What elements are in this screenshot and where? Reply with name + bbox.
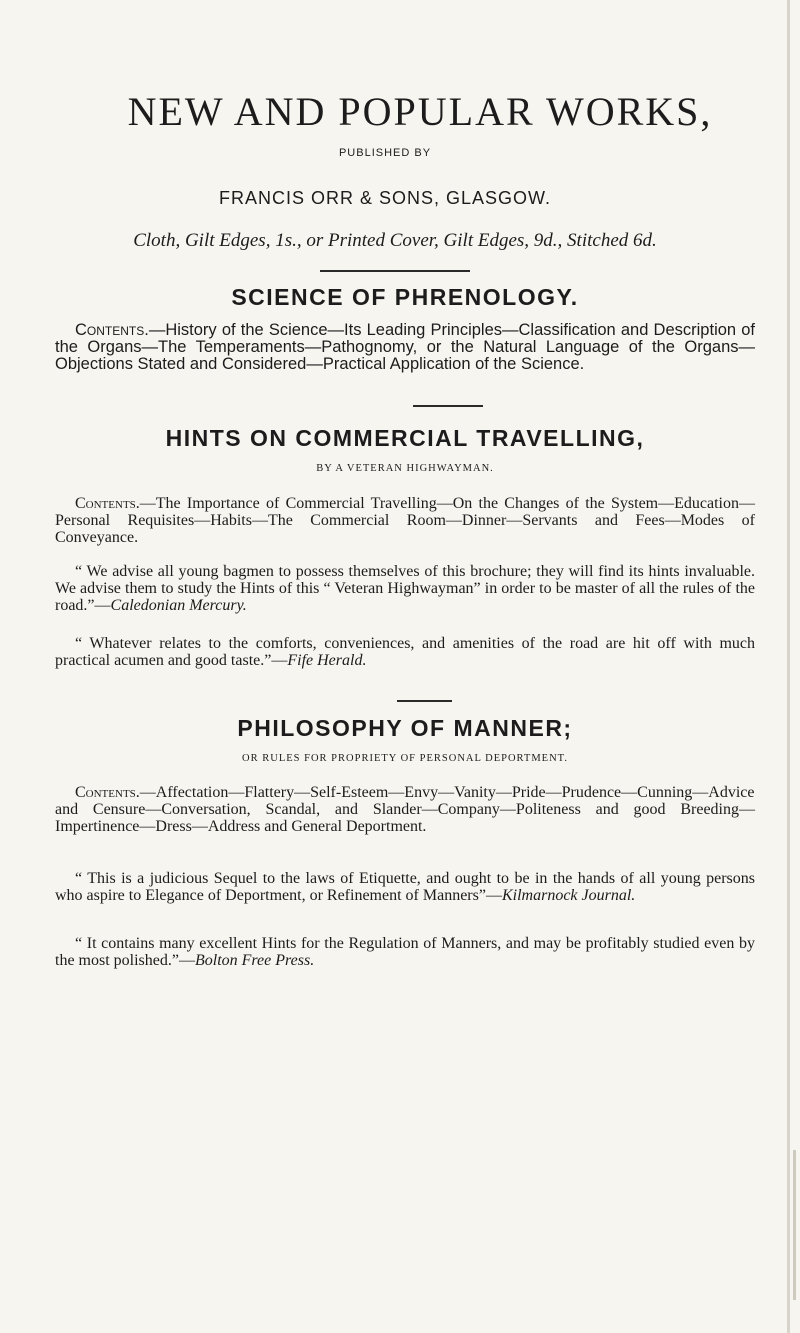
page-title: NEW AND POPULAR WORKS, — [127, 89, 713, 134]
section-contents-philosophy-of-manner — [55, 784, 755, 835]
page-edge-shadow — [793, 1150, 796, 1300]
divider — [397, 700, 452, 702]
review-quote — [55, 935, 755, 969]
review-quote — [55, 870, 755, 904]
divider — [413, 405, 483, 407]
section-subtitle-commercial-travelling: BY A VETERAN HIGHWAYMAN. — [316, 463, 494, 474]
review-quote — [55, 563, 755, 614]
section-title-phrenology: SCIENCE OF PHRENOLOGY. — [231, 284, 579, 310]
contents-text: —Affectation—Flattery—Self-Esteem—Envy—Vanity—Pride—Prudence—Cunning—Advice and Censure—Conversation, Scandal, and Slander—Company—Politeness and good Breeding—Impertinence—Dress—Address and General Deportment. — [55, 784, 755, 835]
section-title-philosophy-of-manner: PHILOSOPHY OF MANNER; — [237, 715, 573, 741]
contents-label: Contents. — [75, 495, 140, 512]
contents-text: —The Importance of Commercial Travelling—On the Changes of the System—Education—Personal Requisites—Habits—The Commercial Room—Dinner—Servants and Fees—Modes of Conveyance. — [55, 495, 755, 546]
review-text: “ This is a judicious Sequel to the laws of Etiquette, and ought to be in the hands of all young persons who aspire to Elegance of Deportment, or Refinement of Manners”— — [55, 870, 755, 904]
review-quote — [55, 635, 755, 669]
section-contents-phrenology — [55, 322, 755, 373]
contents-text: —History of the Science—Its Leading Principles—Classification and Description of the Organs—The Temperaments—Pathognomy, or the Natural Language of the Organs—Objections Stated and Considered—Practical Application of the Science. — [55, 321, 755, 373]
divider — [320, 270, 470, 272]
page-edge — [787, 0, 790, 1333]
review-source: Caledonian Mercury. — [110, 597, 247, 614]
review-source: Bolton Free Press. — [194, 952, 315, 969]
section-subtitle-philosophy-of-manner: OR RULES FOR PROPRIETY OF PERSONAL DEPORTMENT. — [242, 753, 568, 764]
review-text: “ We advise all young bagmen to possess themselves of this brochure; they will find its hints invaluable. We advise them to study the Hints of this “ Veteran Highwayman” in order to be master of all the rules of the road.”— — [55, 563, 755, 614]
review-text: “ Whatever relates to the comforts, conveniences, and amenities of the road are hit off with much practical acumen and good taste.”— — [55, 635, 755, 669]
binding-prices: Cloth, Gilt Edges, 1s., or Printed Cover, Gilt Edges, 9d., Stitched 6d. — [133, 230, 657, 251]
section-title-commercial-travelling: HINTS ON COMMERCIAL TRAVELLING, — [165, 425, 645, 451]
section-contents-commercial-travelling — [55, 495, 755, 546]
review-source: Fife Herald. — [287, 652, 367, 669]
contents-label: Contents. — [75, 784, 140, 801]
publisher-name: FRANCIS ORR & SONS, GLASGOW. — [218, 188, 552, 208]
contents-label: Contents. — [75, 321, 149, 339]
review-source: Kilmarnock Journal. — [501, 887, 636, 904]
book-page — [55, 0, 760, 1333]
review-text: “ It contains many excellent Hints for the Regulation of Manners, and may be profitably studied even by the most polished.”— — [55, 935, 755, 969]
published-by-label: PUBLISHED BY — [338, 147, 432, 159]
